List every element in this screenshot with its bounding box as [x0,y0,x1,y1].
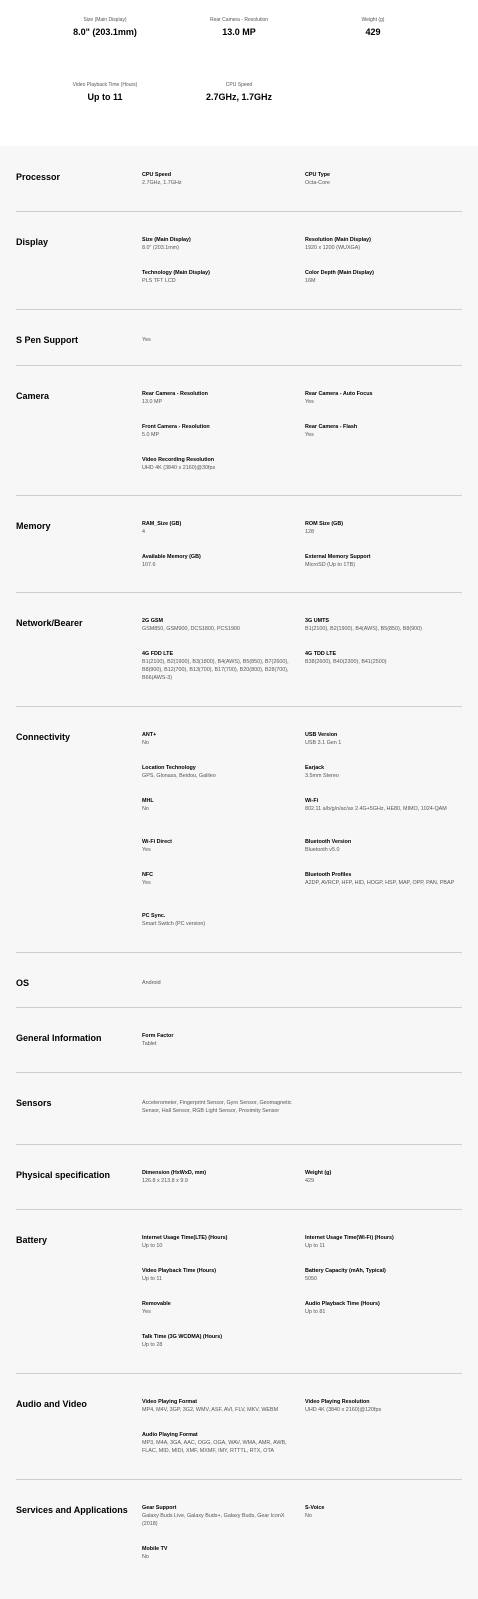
spec-item [142,1267,292,1283]
section-divider [16,309,462,310]
spec-value: Yes [142,1309,151,1315]
spec-value: 1920 x 1200 (WUXGA) [305,245,361,251]
highlight-label: CPU Speed [225,82,253,88]
section-title-display: Display [16,237,49,247]
spec-item [142,423,292,439]
spec-name: Dimension (HxWxD, mm) [142,1170,207,1176]
spec-name: Internet Usage Time(LTE) (Hours) [142,1235,228,1241]
spec-value: Up to 11 [142,1276,162,1282]
highlight-value: 429 [365,27,381,37]
spec-item [305,871,455,887]
spec-name: RAM_Size (GB) [142,521,182,527]
spec-name: Audio Playing Format [142,1432,198,1438]
spec-name: NFC [142,872,154,878]
spec-name: Color Depth (Main Display) [305,270,374,276]
spec-value: Bluetooth v5.0 [305,847,340,853]
spec-item [305,553,455,569]
spec-name: Audio Playback Time (Hours) [305,1301,380,1307]
section-title-os: OS [16,978,30,988]
spec-item [142,731,292,747]
spec-item [142,236,292,252]
spec-item [142,1545,292,1561]
highlight-item [55,82,155,103]
spec-value: 802.11 a/b/g/n/ac/ax 2.4G+5GHz, HE80, MIMO, 1024-QAM [305,806,447,812]
spec-item [305,764,455,780]
spec-item [305,1267,455,1283]
spec-name: ROM Size (GB) [305,521,344,527]
spec-item [142,1333,292,1349]
section-title-audio-and-video: Audio and Video [16,1399,87,1409]
spec-name: Removable [142,1301,171,1307]
spec-value: 4 [142,529,145,535]
spec-name: Technology (Main Display) [142,270,210,276]
spec-value: MP4, M4V, 3GP, 3G2, WMV, ASF, AVI, FLV, MKV, WEBM [142,1407,279,1413]
spec-item [305,1300,455,1316]
spec-item [142,390,292,406]
section-divider [16,211,462,212]
spec-item [305,1398,455,1414]
spec-item [142,1300,292,1316]
spec-item [305,236,455,252]
section-divider [16,1479,462,1480]
spec-value: Up to 10 [142,1243,163,1249]
spec-value: 16M [305,278,316,284]
spec-name: Rear Camera - Flash [305,424,358,430]
spec-name: Front Camera - Resolution [142,424,210,430]
spec-item [142,456,292,472]
spec-item [142,617,292,633]
spec-item [142,1504,292,1528]
spec-name: Weight (g) [305,1170,332,1176]
spec-name: MHL [142,798,154,804]
spec-name: 4G TDD LTE [305,651,337,657]
spec-item [142,1398,292,1414]
spec-value: USB 3.1 Gen 1 [305,740,342,746]
section-title-network-bearer: Network/Bearer [16,618,83,628]
spec-item [142,1032,292,1048]
spec-item [305,1504,455,1520]
spec-name: External Memory Support [305,554,371,560]
section-divider [16,706,462,707]
spec-value: No [142,806,149,812]
highlight-label: Weight (g) [361,17,385,23]
section-value: Yes [142,337,151,343]
highlight-item [189,17,289,38]
section-title-services-and-applications: Services and Applications [16,1505,128,1515]
section-value: Accelerometer, Fingerprint Sensor, Gyro Sensor, Geomagnetic Sensor, Hall Sensor, RGB Light Sensor, Proximity Sensor [142,1100,292,1114]
spec-name: ANT+ [142,732,157,738]
spec-name: Video Recording Resolution [142,457,215,463]
spec-value: Up to 81 [305,1309,326,1315]
spec-item [305,617,455,633]
section-divider [16,1007,462,1008]
spec-name: Wi-Fi Direct [142,839,172,845]
section-title-memory: Memory [16,521,51,531]
spec-value: 5.0 MP [142,432,160,438]
spec-value: 107.6 [142,562,156,568]
spec-name: Bluetooth Version [305,839,352,845]
highlight-value: 13.0 MP [222,27,256,37]
spec-value: Smart Switch (PC version) [142,921,206,927]
spec-value: A2DP, AVRCP, HFP, HID, HOGP, HSP, MAP, OPP, PAN, PBAP [305,880,455,886]
spec-value: GPS, Glonass, Beidou, Galileo [142,773,216,779]
spec-value: 5050 [305,1276,317,1282]
spec-value: 2.7GHz, 1.7GHz [142,180,182,186]
spec-name: CPU Speed [142,172,172,178]
section-divider [16,1373,462,1374]
section-title-sensors: Sensors [16,1098,52,1108]
spec-name: CPU Type [305,172,331,178]
spec-item [305,520,455,536]
highlight-label: Video Playback Time (Hours) [72,82,138,88]
spec-value: UHD 4K (3840 x 2160)@30fps [142,465,216,471]
section-title-connectivity: Connectivity [16,732,71,742]
spec-name: 3G UMTS [305,618,329,624]
spec-name: Wi-Fi [305,798,319,804]
spec-name: Internet Usage Time(Wi-Fi) (Hours) [305,1235,394,1241]
spec-name: USB Version [305,732,338,738]
spec-value: Yes [142,880,151,886]
section-divider [16,1072,462,1073]
spec-name: 4G FDD LTE [142,651,174,657]
spec-name: 2G GSM [142,618,163,624]
highlight-item [55,17,155,38]
spec-name: Available Memory (GB) [142,554,201,560]
spec-value: B1(2100), B2(1900), B3(1800), B4(AWS), B5(850), B7(2600), B8(900), B12(700), B13(700), B17(700), B20(800), B28(700), B66(AWS-3) [142,659,289,681]
spec-value: Yes [142,847,151,853]
spec-name: S-Voice [305,1505,325,1511]
spec-item [305,390,455,406]
section-divider [16,1209,462,1210]
spec-name: Size (Main Display) [142,237,191,243]
spec-name: Location Technology [142,765,196,771]
section-divider [16,592,462,593]
spec-item [142,764,292,780]
spec-item [142,553,292,569]
spec-item [142,912,292,928]
spec-item [305,1169,455,1185]
spec-item [142,838,292,854]
spec-value: MP3, M4A, 3GA, AAC, OGG, OGA, WAV, WMA, AMR, AWB, FLAC, MID, MIDI, XMF, MXMF, IMY, RTTTL, RTX, OTA [142,1440,287,1454]
spec-item [142,650,292,682]
spec-name: Video Playing Format [142,1399,198,1405]
specs-list [0,146,478,1599]
spec-item [142,871,292,887]
spec-value: GSM850, GSM900, DCS1800, PCS1900 [142,626,240,632]
highlight-item [323,17,423,38]
spec-name: Mobile TV [142,1546,168,1552]
spec-item [142,269,292,285]
highlight-label: Size (Main Display) [83,17,127,23]
spec-item [142,1169,292,1185]
spec-item [142,171,292,187]
spec-item [305,731,455,747]
spec-name: PC Sync. [142,913,166,919]
section-divider [16,495,462,496]
spec-name: Rear Camera - Resolution [142,391,208,397]
spec-value: 3.5mm Stereo [305,773,339,779]
spec-name: Video Playing Resolution [305,1399,370,1405]
spec-value: Yes [305,399,314,405]
spec-item [305,650,455,666]
spec-value: MicroSD (Up to 1TB) [305,562,356,568]
spec-value: PLS TFT LCD [142,278,176,284]
section-title-battery: Battery [16,1235,48,1245]
highlight-item [189,82,289,103]
spec-name: Rear Camera - Auto Focus [305,391,373,397]
spec-item [305,797,455,813]
spec-value: B38(2600), B40(2300), B41(2500) [305,659,387,665]
spec-item [142,1234,292,1250]
spec-value: No [142,1554,149,1560]
highlight-label: Rear Camera - Resolution [209,17,269,23]
spec-item [142,1431,292,1455]
spec-value: Octa-Core [305,180,330,186]
spec-item [305,1234,455,1250]
spec-item [305,171,455,187]
spec-name: Form Factor [142,1033,174,1039]
spec-value: Yes [305,432,314,438]
spec-value: Tablet [142,1041,157,1047]
spec-value: Galaxy Buds Live, Galaxy Buds+, Galaxy Buds, Gear IconX (2018) [142,1513,285,1527]
section-divider [16,952,462,953]
section-title-processor: Processor [16,172,61,182]
spec-value: 8.0" (203.1mm) [142,245,179,251]
spec-name: Video Playback Time (Hours) [142,1268,217,1274]
section-title-general-information: General Information [16,1033,102,1043]
spec-name: Bluetooth Profiles [305,872,352,878]
section-title-camera: Camera [16,391,50,401]
spec-item [142,797,292,813]
spec-item [305,838,455,854]
section-title-physical-specification: Physical specification [16,1170,111,1180]
spec-value: Up to 11 [305,1243,325,1249]
spec-value: B1(2100), B2(1900), B4(AWS), B5(850), B8(900) [305,626,422,632]
highlight-value: 8.0" (203.1mm) [73,27,137,37]
spec-item [305,269,455,285]
section-divider [16,1144,462,1145]
spec-value: 13.0 MP [142,399,163,405]
spec-item [305,423,455,439]
section-divider [16,365,462,366]
spec-value: 126.8 x 213.8 x 9.9 [142,1178,188,1184]
section-title-s-pen-support: S Pen Support [16,335,79,345]
section-value: Android [142,980,161,986]
spec-value: Up to 28 [142,1342,163,1348]
spec-name: Gear Support [142,1505,177,1511]
spec-value: No [305,1513,312,1519]
spec-name: Earjack [305,765,325,771]
spec-value: 429 [305,1178,314,1184]
spec-value: UHD 4K (3840 x 2160)@120fps [305,1407,382,1413]
highlights-panel [0,0,478,146]
spec-item [142,520,292,536]
highlight-value: Up to 11 [87,92,123,102]
spec-name: Talk Time (3G WCDMA) (Hours) [142,1334,223,1340]
highlight-value: 2.7GHz, 1.7GHz [205,92,273,102]
spec-name: Resolution (Main Display) [305,237,371,243]
spec-value: No [142,740,149,746]
spec-name: Battery Capacity (mAh, Typical) [305,1268,386,1274]
spec-value: 128 [305,529,314,535]
